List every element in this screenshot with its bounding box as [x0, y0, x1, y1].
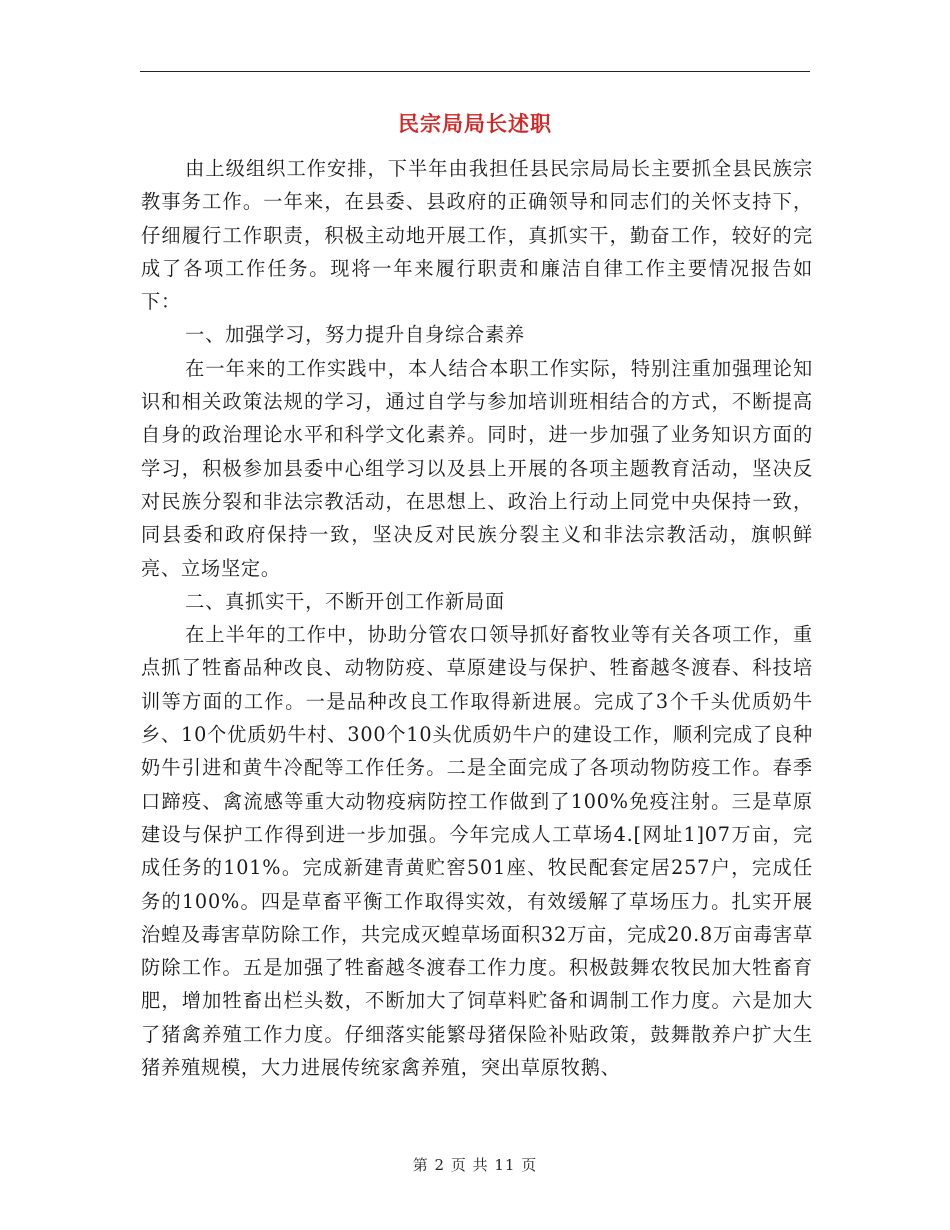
document-title: 民宗局局长述职	[398, 111, 552, 136]
paragraph-intro: 由上级组织工作安排，下半年由我担任县民宗局局长主要抓全县民族宗教事务工作。一年来，在县委、县政府的正确领导和同志们的关怀支持下，仔细履行工作职责，积极主动地开展工作，真抓实干，勤奋工作，较好的完成了各项工作任务。现将一年来履行职责和廉洁自律工作主要情况报告如下：	[141, 157, 813, 314]
paragraph-study: 在一年来的工作实践中，本人结合本职工作实际，特别注重加强理论知识和相关政策法规的学习，通过自学与参加培训班相结合的方式，不断提高自身的政治理论水平和科学文化素养。同时，进一步加强了业务知识方面的学习，积极参加县委中心组学习以及县上开展的各项主题教育活动，坚决反对民族分裂和非法宗教活动，在思想上、政治上行动上同党中央保持一致，同县委和政府保持一致，坚决反对民族分裂主义和非法宗教活动，旗帜鲜亮、立场坚定。	[141, 356, 813, 580]
document-body	[141, 152, 813, 1084]
paragraph-work: 在上半年的工作中，协助分管农口领导抓好畜牧业等有关各项工作，重点抓了牲畜品种改良、动物防疫、草原建设与保护、牲畜越冬渡春、科技培训等方面的工作。一是品种改良工作取得新进展。完成了3个千头优质奶牛乡、10个优质奶牛村、300个10头优质奶牛户的建设工作，顺利完成了良种奶牛引进和黄牛冷配等工作任务。二是全面完成了各项动物防疫工作。春季口蹄疫、禽流感等重大动物疫病防控工作做到了100%免疫注射。三是草原建设与保护工作得到进一步加强。今年完成人工草场4.[网址1]07万亩，完成任务的101%。完成新建青黄贮窖501座、牧民配套定居257户，完成任务的100%。四是草畜平衡工作取得实效，有效缓解了草场压力。扎实开展治蝗及毒害草防除工作，共完成灭蝗草场面积32万亩，完成20.8万亩毒害草防除工作。五是加强了牲畜越冬渡春工作力度。积极鼓舞农牧民加大牲畜育肥，增加牲畜出栏头数，不断加大了饲草料贮备和调制工作力度。六是加大了猪禽养殖工作力度。仔细落实能繁母猪保险补贴政策，鼓舞散养户扩大生猪养殖规模，大力进展传统家禽养殖，突出草原牧鹅、	[141, 623, 813, 1080]
page-number-footer: 第 2 页 共 11 页	[412, 1156, 538, 1174]
section-heading-1: 一、加强学习，努力提升自身综合素养	[185, 323, 525, 347]
header-rule	[140, 71, 810, 72]
section-heading-2: 二、真抓实干，不断开创工作新局面	[185, 589, 505, 613]
